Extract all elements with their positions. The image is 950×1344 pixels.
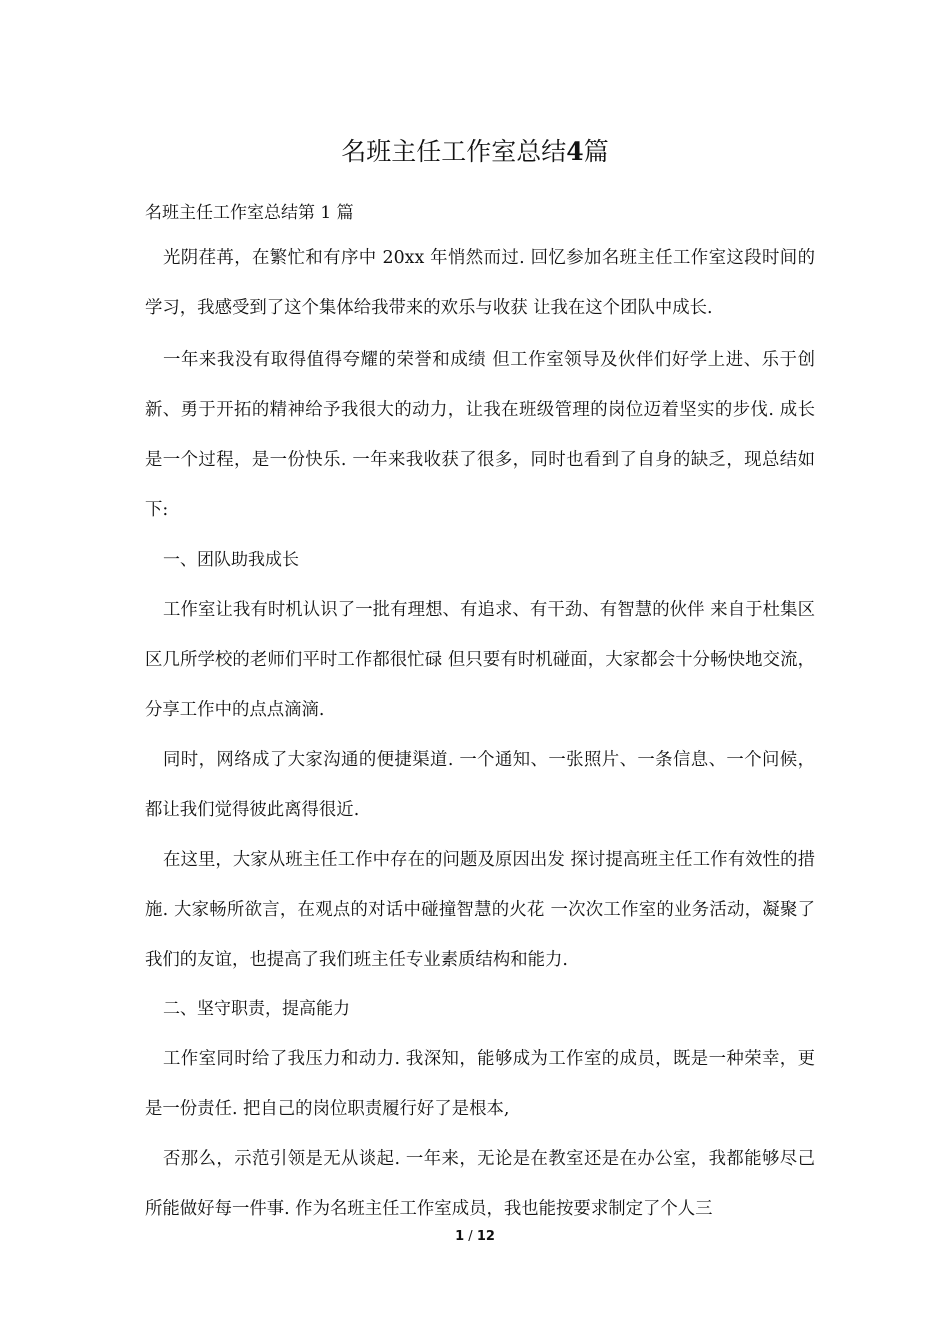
total-pages: 12	[476, 1229, 495, 1244]
title-prefix: 名班主任工作室总结	[341, 137, 567, 166]
page-separator: /	[468, 1229, 473, 1244]
paragraph-6: 工作室同时给了我压力和动力. 我深知，能够成为工作室的成员，既是一种荣幸，更是一份责任. 把自己的岗位职责履行好了是根本,	[145, 1049, 815, 1119]
paragraph-3: 工作室让我有时机认识了一批有理想、有追求、有干劲、有智慧的伙伴 来自于杜集区区几所学校的老师们平时工作都很忙碌 但只要有时机碰面，大家都会十分畅快地交流，分享工作中的点点滴滴.	[145, 600, 815, 720]
paragraph-5: 在这里，大家从班主任工作中存在的问题及原因出发 探讨提高班主任工作有效性的措施. 大家畅所欲言，在观点的对话中碰撞智慧的火花 一次次工作室的业务活动，凝聚了我们的友谊，也提高了我们班主任专业素质结构和能力.	[145, 850, 815, 970]
current-page: 1	[455, 1229, 465, 1244]
paragraph-4: 同时，网络成了大家沟通的便捷渠道. 一个通知、一张照片、一条信息、一个问候，都让我们觉得彼此离得很近.	[145, 750, 815, 820]
title-suffix: 篇	[583, 137, 609, 166]
title-number: 4	[566, 137, 584, 166]
document-title	[0, 134, 950, 170]
paragraph-2: 一年来我没有取得值得夸耀的荣誉和成绩 但工作室领导及伙伴们好学上进、乐于创新、勇于开拓的精神给予我很大的动力，让我在班级管理的岗位迈着坚实的步伐. 成长是一个过程，是一份快乐. 一年来我收获了很多，同时也看到了自身的缺乏，现总结如下:	[145, 350, 815, 520]
paragraph-1: 光阴荏苒，在繁忙和有序中 20xx 年悄然而过. 回忆参加名班主任工作室这段时间的学习，我感受到了这个集体给我带来的欢乐与收获 让我在这个团队中成长.	[145, 248, 815, 318]
heading-1: 一、团队助我成长	[163, 550, 299, 570]
section-subtitle: 名班主任工作室总结第 1 篇	[145, 203, 354, 223]
page-number	[0, 1228, 950, 1246]
heading-2: 二、坚守职责，提高能力	[163, 999, 350, 1019]
paragraph-7: 否那么，示范引领是无从谈起. 一年来，无论是在教室还是在办公室，我都能够尽己所能做好每一件事. 作为名班主任工作室成员，我也能按要求制定了个人三	[145, 1149, 815, 1219]
